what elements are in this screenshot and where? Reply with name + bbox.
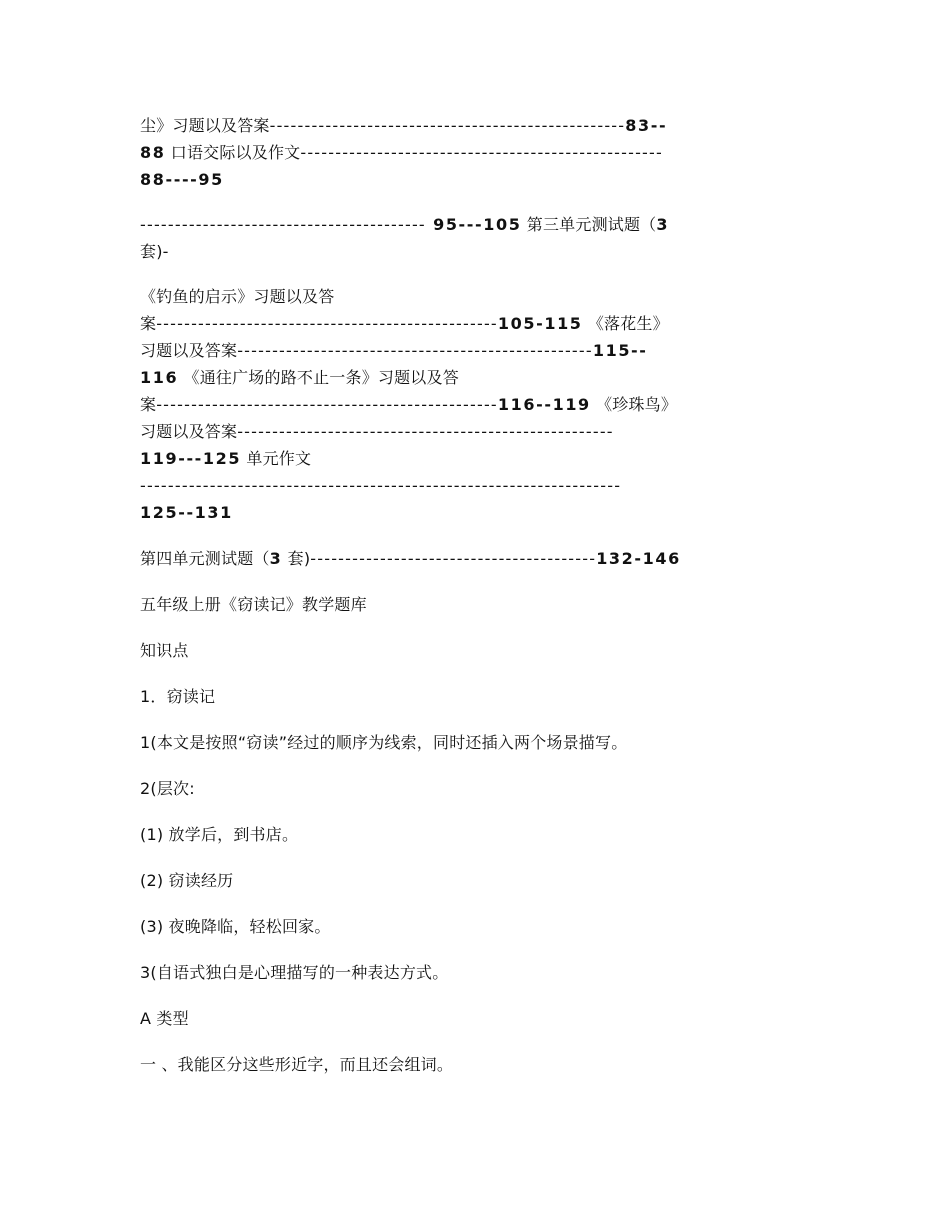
lesson-heading: 1．窃读记 — [140, 687, 216, 706]
toc-text: 尘》习题以及答案 — [140, 116, 270, 135]
paragraph: A 类型 — [140, 1009, 189, 1028]
toc-line — [140, 112, 805, 139]
toc-leader: ---------------------------------------------------- — [300, 143, 663, 162]
toc-text: 第四单元测试题（ — [140, 549, 270, 568]
toc-text: 案 — [140, 314, 157, 333]
toc-line — [140, 211, 805, 238]
toc-page-number: 83-- — [625, 116, 668, 135]
toc-leader: --------------------------------------------------------------------- — [140, 476, 622, 495]
toc-line — [140, 337, 805, 364]
toc-line — [140, 499, 805, 526]
toc-text: 第三单元测试题（ — [521, 215, 657, 234]
toc-number: 3 — [269, 549, 283, 568]
paragraph: (3) 夜晚降临，轻松回家。 — [140, 917, 331, 936]
toc-leader: ------------------------------------------------------ — [237, 422, 614, 441]
toc-leader: ------------------------------------------------- — [156, 314, 498, 333]
toc-page-number: 115-- — [592, 341, 648, 360]
paragraph: 2(层次: — [140, 779, 195, 798]
toc-line — [140, 472, 805, 499]
toc-line — [140, 445, 805, 472]
toc-leader: --------------------------------------------------- — [237, 341, 593, 360]
toc-page-number: 105-115 — [497, 314, 583, 333]
toc-page-number: 95---105 — [425, 215, 522, 234]
toc-page-number: 125--131 — [140, 503, 233, 522]
toc-text: 习题以及答案 — [140, 422, 238, 441]
toc-text: 《珍珠鸟》 — [590, 395, 678, 414]
toc-text: 套)- — [140, 242, 169, 261]
toc-leader: --------------------------------------------------- — [269, 116, 626, 135]
toc-text: 案 — [140, 395, 157, 414]
toc-text: 《钓鱼的启示》习题以及答 — [140, 287, 335, 306]
toc-text: 《落花生》 — [582, 314, 669, 333]
toc-page-number: 132-146 — [596, 549, 681, 568]
paragraph: (1) 放学后，到书店。 — [140, 825, 299, 844]
toc-leader: ----------------------------------------- — [140, 215, 426, 234]
toc-line — [140, 391, 805, 418]
toc-page-number: 116 — [140, 368, 179, 387]
document-title: 五年级上册《窃读记》教学题库 — [140, 595, 367, 614]
toc-text: 习题以及答案 — [140, 341, 238, 360]
paragraph: (2) 窃读经历 — [140, 871, 234, 890]
toc-leader: ------------------------------------------------- — [156, 395, 498, 414]
toc-line — [140, 238, 805, 265]
toc-page-number: 88----95 — [140, 170, 224, 189]
toc-page-number: 88 — [140, 143, 166, 162]
section-heading: 知识点 — [140, 641, 189, 660]
toc-line — [140, 283, 805, 310]
toc-leader: ----------------------------------------- — [310, 549, 597, 568]
toc-line — [140, 310, 805, 337]
toc-page-number: 116--119 — [497, 395, 591, 414]
toc-text: 口语交际以及作文 — [165, 143, 301, 162]
paragraph: 1(本文是按照“窃读”经过的顺序为线索，同时还插入两个场景描写。 — [140, 733, 628, 752]
paragraph: 一 、我能区分这些形近字，而且还会组词。 — [140, 1055, 454, 1074]
toc-line — [140, 364, 805, 391]
toc-number: 3 — [656, 215, 670, 234]
toc-line — [140, 545, 805, 572]
toc-text: 《通往广场的路不止一条》习题以及答 — [178, 368, 459, 387]
toc-text: 单元作文 — [241, 449, 312, 468]
toc-line — [140, 166, 805, 193]
document-page — [140, 112, 805, 1078]
toc-line — [140, 418, 805, 445]
paragraph: 3(自语式独白是心理描写的一种表达方式。 — [140, 963, 449, 982]
toc-page-number: 119---125 — [140, 449, 242, 468]
toc-line — [140, 139, 805, 166]
toc-text: 套) — [282, 549, 311, 568]
